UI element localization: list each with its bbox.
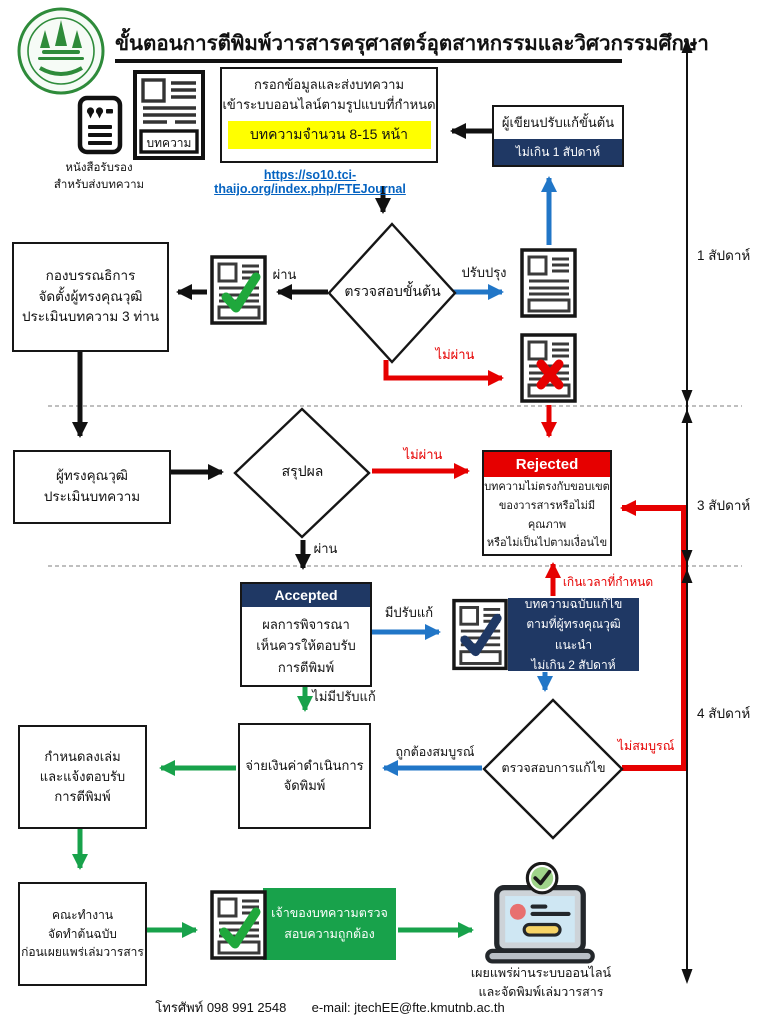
diamond-revision-check-label: ตรวจสอบการแก้ไข	[501, 761, 606, 775]
publish-caption	[448, 964, 634, 1002]
timeline-week3-label: 3 สัปดาห์	[697, 498, 751, 513]
approved-document-icon	[210, 255, 267, 325]
footer-contact	[90, 997, 570, 1018]
revision-box	[508, 598, 639, 671]
team-line2: จัดทำต้นฉบับ	[48, 926, 117, 941]
rejected-line1: บทความไม่ตรงกับขอบเขต	[484, 481, 610, 494]
timeline-week4-label: 4 สัปดาห์	[697, 706, 751, 721]
author-revise-deadline: ไม่เกิน 1 สัปดาห์	[494, 139, 622, 165]
edge-pass1-label: ผ่าน	[272, 267, 297, 282]
journal-link[interactable]: https://so10.tci-thaijo.org/index.php/FTEJournal	[214, 168, 406, 196]
timeline-junction-1b	[682, 409, 693, 423]
footer-email: e-mail: jtechEE@fte.kmutnb.ac.th	[311, 1000, 505, 1015]
edge-complete-label: ถูกต้องสมบูรณ์	[395, 745, 475, 759]
team-line3: ก่อนเผยแพร่เล่มวารสาร	[21, 945, 144, 960]
revised-document-icon	[452, 598, 508, 671]
schedule-box	[18, 725, 147, 829]
diamond-conclusion-label: สรุปผล	[281, 463, 324, 479]
rejected-title: Rejected	[484, 452, 610, 477]
accepted-box	[240, 582, 372, 687]
edge-norevision-label: ไม่มีปรับแก้	[312, 689, 376, 704]
submission-line2: เข้าระบบออนไลน์ตามรูปแบบที่กำหนด	[222, 97, 436, 113]
edge-pass2-label: ผ่าน	[313, 541, 338, 556]
team-box	[18, 882, 147, 986]
revision-line1: บทความฉบับแก้ไข	[524, 596, 623, 611]
article-document-icon	[133, 70, 205, 160]
title-underline	[115, 59, 622, 63]
edge-fail1-label: ไม่ผ่าน	[435, 347, 475, 362]
certificate-caption-line2: สำหรับส่งบทความ	[53, 179, 145, 192]
certificate-icon	[77, 95, 123, 155]
timeline-junction-1a	[682, 390, 693, 404]
edge-hasrevision-label: มีปรับแก้	[384, 605, 434, 620]
publish-laptop-icon	[482, 862, 598, 968]
editorial-line3: ประเมินบทความ 3 ท่าน	[21, 309, 160, 325]
schedule-line2: และแจ้งตอบรับ	[39, 768, 126, 784]
revise-document-icon	[520, 248, 577, 318]
submission-line1: กรอกข้อมูลและส่งบทความ	[253, 77, 405, 92]
accepted-line2: เห็นควรให้ตอบรับ	[256, 638, 356, 654]
verified-document-icon	[210, 890, 267, 960]
footer-phone: โทรศัพท์ 098 991 2548	[155, 1000, 287, 1015]
university-logo	[16, 6, 106, 96]
certificate-caption	[43, 160, 155, 195]
owner-verify-line1: เจ้าของบทความตรวจ	[271, 905, 388, 920]
rejected-document-icon	[520, 333, 577, 403]
reviewers-line2: ประเมินบทความ	[43, 489, 141, 504]
certificate-caption-line1: หนังสือรับรอง	[65, 162, 133, 174]
timeline-week1-label: 1 สัปดาห์	[697, 248, 751, 263]
publish-caption-line2: และจัดพิมพ์เล่มวารสาร	[478, 984, 604, 999]
accepted-body	[242, 607, 370, 685]
revision-line2: ตามที่ผู้ทรงคุณวุฒิแนะนำ	[526, 617, 621, 652]
accepted-line3: การตีพิมพ์	[277, 659, 335, 675]
rejected-line3: หรือไม่เป็นไปตามเงื่อนไข	[486, 537, 608, 550]
payment-line1: จ่ายเงินค่าดำเนินการ	[245, 757, 364, 773]
revision-line3: ไม่เกิน 2 สัปดาห์	[531, 657, 616, 672]
author-revise-line1: ผู้เขียนปรับแก้ขั้นต้น	[501, 114, 615, 130]
page-title: ขั้นตอนการตีพิมพ์วารสารครุศาสตร์อุตสาหกรรมและวิศวกรรมศึกษา	[115, 32, 709, 55]
article-label: บทความ	[146, 136, 192, 150]
schedule-line3: การตีพิมพ์	[54, 789, 111, 805]
rejected-body	[484, 477, 610, 554]
author-revise-box	[492, 105, 624, 167]
reviewers-line1: ผู้ทรงคุณวุฒิ	[56, 468, 128, 484]
rejected-line2: ของวารสารหรือไม่มีคุณภาพ	[498, 499, 596, 531]
accepted-title: Accepted	[242, 584, 370, 607]
accepted-line1: ผลการพิจารณา	[262, 616, 350, 632]
schedule-line1: กำหนดลงเล่ม	[44, 748, 121, 764]
owner-verify-line2: สอบความถูกต้อง	[284, 927, 375, 941]
payment-line2: จัดพิมพ์	[283, 778, 326, 793]
edge-overdue-label: เกินเวลาที่กำหนด	[562, 575, 654, 589]
editorial-box	[12, 242, 169, 352]
reviewers-box	[13, 450, 171, 524]
edge-revise-label: ปรับปรุง	[461, 265, 507, 280]
timeline-arrowhead-bottom	[682, 969, 693, 984]
editorial-line1: กองบรรณธิการ	[45, 267, 136, 283]
team-line1: คณะทำงาน	[51, 908, 114, 923]
payment-box	[238, 723, 371, 829]
submission-box	[220, 67, 438, 163]
publish-caption-line1: เผยแพร่ผ่านระบบออนไลน์	[470, 966, 612, 980]
owner-verify-box	[263, 888, 396, 960]
rejected-box	[482, 450, 612, 556]
editorial-line2: จัดตั้งผู้ทรงคุณวุฒิ	[38, 288, 143, 304]
edge-fail2-label: ไม่ผ่าน	[403, 447, 443, 462]
edge-incomplete-label: ไม่สมบูรณ์	[617, 739, 675, 753]
diamond-initial-check-label: ตรวจสอบขั้นต้น	[344, 283, 441, 299]
submission-highlight: บทความจำนวน 8-15 หน้า	[228, 121, 431, 149]
